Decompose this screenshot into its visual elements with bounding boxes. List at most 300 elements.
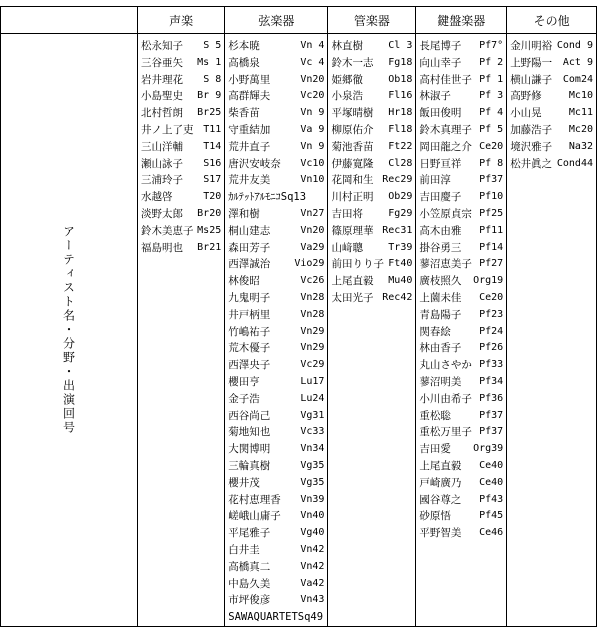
artist-entry: [328, 290, 415, 307]
performance-code: Mc20: [568, 123, 593, 135]
strings-column: [225, 34, 328, 627]
artist-name: 横山謙子: [510, 73, 553, 86]
performance-code: Rec42: [382, 291, 413, 303]
artist-entry: [416, 408, 506, 425]
artist-entry: [328, 256, 415, 273]
performance-code: Pf33: [479, 359, 504, 371]
artist-entry: [225, 273, 327, 290]
performance-code: Vc20: [300, 90, 325, 102]
artist-name: 櫻田亨: [228, 375, 260, 388]
performance-code: Vn43: [300, 594, 325, 606]
performance-code: Lu24: [300, 392, 325, 404]
artist-entry: [138, 206, 224, 223]
artist-entry: [328, 105, 415, 122]
header-row: [1, 7, 597, 34]
artist-entry: [138, 156, 224, 173]
artist-entry: [225, 542, 327, 559]
performance-code: Vn20: [300, 73, 325, 85]
artist-name: 柳原佑介: [331, 123, 374, 136]
artist-name: 鈴木真理子: [419, 123, 472, 136]
artist-name: 守重結加: [228, 123, 271, 136]
artist-entry: [416, 324, 506, 341]
performance-code: Ft40: [388, 258, 413, 270]
artist-entry: [225, 508, 327, 525]
artist-entry: [416, 172, 506, 189]
artist-name: 日野亘祥: [419, 157, 462, 170]
performance-code: Br 9: [197, 90, 222, 102]
artist-name: 杉本暁: [228, 40, 260, 52]
artist-entry: [416, 55, 506, 72]
artist-entry: [138, 223, 224, 240]
artist-name: 加藤浩子: [510, 123, 553, 136]
artist-name: 高橋真二: [228, 560, 271, 573]
artist-name: 川村正明: [331, 191, 374, 204]
performance-code: Tr39: [388, 241, 413, 253]
artist-name: 岩井理花: [141, 73, 183, 86]
artist-entry: [225, 256, 327, 273]
performance-code: Pf7°: [479, 40, 504, 51]
artist-name: 蓼沼明美: [419, 375, 462, 388]
performance-code: Vn 9: [300, 107, 325, 119]
artist-name: 篠原理華: [331, 224, 374, 237]
artist-name: 前田淳: [419, 174, 451, 187]
artist-name: 丸山さやか: [419, 359, 472, 372]
body-row: [1, 34, 597, 627]
artist-entry: [225, 441, 327, 458]
artist-entry: [225, 576, 327, 593]
artist-name: 飯田俊明: [419, 107, 462, 120]
performance-code: Pf37: [479, 174, 504, 186]
artist-entry: [328, 156, 415, 173]
artist-name: 小野萬里: [228, 73, 271, 86]
performance-code: Pf25: [479, 207, 504, 219]
artist-name: 上薗未佳: [419, 291, 462, 304]
artist-entry: [416, 340, 506, 357]
performance-code: Ob29: [388, 191, 413, 203]
artist-name: 林由香子: [419, 342, 462, 355]
performance-code: Pf14: [479, 241, 504, 253]
artist-entry: [507, 156, 596, 173]
side-label-cell: [1, 34, 138, 627]
artist-name: 瀬山詠子: [141, 157, 183, 170]
performance-code: Vn10: [300, 174, 325, 186]
artist-name: 金子浩: [228, 392, 260, 405]
performance-code: Va29: [300, 241, 325, 253]
artist-entry: [507, 88, 596, 105]
artist-entry: [138, 240, 224, 257]
artist-entry: [328, 273, 415, 290]
performance-code: Vn27: [300, 207, 325, 219]
artist-entry: [416, 156, 506, 173]
artist-name: 高群輝夫: [228, 90, 271, 103]
artist-name: 小川由希子: [419, 392, 472, 405]
artist-name: 國谷尊之: [419, 493, 462, 506]
side-label: アーティスト名・分野・出演回号: [61, 224, 76, 435]
performance-code: Mu40: [388, 275, 413, 287]
artist-entry: [225, 55, 327, 72]
artist-entry: [416, 206, 506, 223]
artist-entry: [416, 290, 506, 307]
artist-name: 市坪俊彦: [228, 594, 271, 607]
artist-entry: [138, 55, 224, 72]
artist-entry: [416, 391, 506, 408]
artist-entry: [225, 408, 327, 425]
performance-code: Fl18: [388, 123, 413, 135]
artist-name: 井戸柄里: [228, 308, 271, 321]
performance-code: Vn42: [300, 560, 325, 572]
performance-code: Vc29: [300, 359, 325, 371]
performance-code: Vn20: [300, 224, 325, 236]
artist-name: 水越啓: [141, 191, 173, 204]
artist-name: SAWAQUARTETSq49: [228, 611, 324, 624]
artist-name: 森田芳子: [228, 241, 271, 254]
performance-code: Vn 9: [300, 140, 325, 152]
artist-name: 三輪真樹: [228, 459, 271, 472]
performance-code: S 5: [203, 40, 222, 51]
performance-code: Cond 9: [556, 40, 593, 51]
artist-entry: [328, 72, 415, 89]
performance-code: Fg29: [388, 207, 413, 219]
artist-entry: [328, 139, 415, 156]
artist-name: 西澤誠治: [228, 258, 271, 271]
artist-entry: [416, 273, 506, 290]
artist-name: 澤和樹: [228, 207, 260, 220]
performance-code: Pf36: [479, 392, 504, 404]
artist-name: 林淑子: [419, 90, 451, 103]
artist-name: 三浦玲子: [141, 174, 183, 187]
performance-code: Vc10: [300, 157, 325, 169]
artist-entry: [225, 105, 327, 122]
artist-name: 砂原悟: [419, 510, 451, 523]
artist-entry: [138, 122, 224, 139]
artist-name: 林直樹: [331, 40, 363, 52]
artist-name: 平尾雅子: [228, 527, 271, 540]
artist-name: 荒井友美: [228, 174, 271, 187]
keyboard-column: [416, 34, 507, 627]
artist-name: 林俊昭: [228, 275, 260, 288]
performance-code: Pf 2: [479, 56, 504, 68]
performance-code: Pf37: [479, 409, 504, 421]
artist-name: 菊地知也: [228, 426, 271, 439]
artist-name: 前田りり子: [331, 258, 384, 271]
artist-entry: [225, 156, 327, 173]
artist-name: 伊藤寛隆: [331, 157, 374, 170]
artist-entry: [507, 55, 596, 72]
other-column: [507, 34, 597, 627]
artist-entry: [225, 559, 327, 576]
performance-code: Pf10: [479, 191, 504, 203]
performance-code: Fl16: [388, 90, 413, 102]
artist-entry: [328, 55, 415, 72]
performance-code: Cond44: [556, 157, 593, 169]
artist-name: 嵯峨山庸子: [228, 510, 281, 523]
artist-entry: [416, 307, 506, 324]
header-winds: 管楽器: [328, 7, 416, 34]
performance-code: Pf27: [479, 258, 504, 270]
performance-code: Na32: [568, 140, 593, 152]
artist-entry: [416, 458, 506, 475]
performance-code: Vn28: [300, 291, 325, 303]
artist-name: 小笠原貞宗: [419, 207, 472, 220]
performance-code: Pf 1: [479, 73, 504, 85]
artist-entry: [225, 324, 327, 341]
performance-code: Fg18: [388, 56, 413, 68]
artist-name: 上尾直毅: [331, 275, 374, 288]
artist-name: 小泉浩: [331, 90, 363, 103]
performance-code: Pf 5: [479, 123, 504, 135]
vocal-column: [138, 34, 225, 627]
artist-name: 荒木優子: [228, 342, 271, 355]
performance-code: Pf24: [479, 325, 504, 337]
artist-name: 花岡和生: [331, 174, 374, 187]
artist-name: 桐山建志: [228, 224, 271, 237]
artist-entry: [138, 38, 224, 55]
artist-name: 廣枝照久: [419, 275, 462, 288]
performance-code: Rec29: [382, 174, 413, 186]
performance-code: Vg31: [300, 409, 325, 421]
artist-name: 北村哲朗: [141, 107, 183, 120]
header-blank: [1, 7, 138, 34]
artist-name: 向山幸子: [419, 56, 462, 69]
artist-name: 高村佳世子: [419, 73, 472, 86]
performance-code: Ob18: [388, 73, 413, 85]
artist-name: 岡田龍之介: [419, 140, 472, 153]
performance-code: Vn34: [300, 443, 325, 455]
artist-entry: [328, 223, 415, 240]
performance-code: T11: [203, 123, 222, 135]
performance-code: Br25: [197, 107, 222, 119]
artist-entry: [225, 357, 327, 374]
artist-entry: [225, 525, 327, 542]
artist-entry: [416, 256, 506, 273]
artist-name: 淡野太郎: [141, 207, 183, 220]
performance-code: Vn40: [300, 510, 325, 522]
artist-name: 松永知子: [141, 40, 183, 52]
artist-name: 花村恵理香: [228, 493, 281, 506]
artist-entry: [225, 391, 327, 408]
artist-entry: [138, 172, 224, 189]
artist-entry: [416, 525, 506, 542]
artist-entry: [507, 72, 596, 89]
artist-entry: [225, 492, 327, 509]
artist-entry: [138, 105, 224, 122]
artist-entry: [507, 122, 596, 139]
performance-code: Cl28: [388, 157, 413, 169]
artist-name: 福島明也: [141, 241, 183, 254]
artist-name: 重松聡: [419, 409, 451, 422]
artist-entry: [225, 424, 327, 441]
artist-entry: [416, 424, 506, 441]
artist-name: 白井圭: [228, 543, 260, 556]
artist-name: 戸崎廣乃: [419, 476, 462, 489]
artist-entry: [416, 441, 506, 458]
artist-name: 長尾博子: [419, 40, 462, 52]
artist-entry: [138, 88, 224, 105]
artist-entry: [225, 189, 327, 206]
artist-name: 西谷尚己: [228, 409, 271, 422]
artist-name: 三山洋輔: [141, 140, 183, 153]
winds-column: [328, 34, 416, 627]
performance-code: Pf26: [479, 342, 504, 354]
performance-code: Br21: [197, 241, 222, 253]
performance-code: Org39: [473, 443, 504, 455]
artist-entry: [416, 508, 506, 525]
header-other: その他: [507, 7, 597, 34]
artist-entry: [225, 223, 327, 240]
artist-entry: [225, 374, 327, 391]
artist-entry: [225, 206, 327, 223]
artist-name: 三谷亜矢: [141, 56, 183, 69]
performance-code: Act 9: [562, 56, 593, 68]
performance-code: Pf34: [479, 375, 504, 387]
performance-code: Com24: [562, 73, 593, 85]
artist-entry: [328, 88, 415, 105]
performance-code: Ms 1: [197, 56, 222, 68]
performance-code: Ce40: [479, 459, 504, 471]
artist-name: 菊池香苗: [331, 140, 374, 153]
artist-entry: [138, 139, 224, 156]
artist-entry: [328, 38, 415, 55]
artist-name: 小山晃: [510, 107, 542, 120]
artist-name: 竹嶋祐子: [228, 325, 271, 338]
artist-entry: [225, 172, 327, 189]
artist-entry: [225, 458, 327, 475]
artist-name: 上尾直毅: [419, 459, 462, 472]
artist-entry: [225, 240, 327, 257]
performance-code: Pf 3: [479, 90, 504, 102]
artist-name: 吉田慶子: [419, 191, 462, 204]
performance-code: Va 9: [300, 123, 325, 135]
artist-entry: [416, 357, 506, 374]
artist-name: 高橋泉: [228, 56, 260, 69]
performance-code: S17: [203, 174, 222, 186]
artist-name: 鈴木美恵子: [141, 224, 194, 237]
artist-entry: [416, 223, 506, 240]
performance-code: T14: [203, 140, 222, 152]
artist-name: 平野智美: [419, 527, 462, 540]
artist-entry: [416, 122, 506, 139]
artist-name: 高木由雅: [419, 224, 462, 237]
performance-code: Mc11: [568, 107, 593, 119]
performance-code: Pf 4: [479, 107, 504, 119]
artist-name: 高野修: [510, 90, 542, 103]
artist-entry: [138, 72, 224, 89]
artist-entry: [416, 105, 506, 122]
performance-code: Lu17: [300, 375, 325, 387]
artist-name: 井ノ上了吏: [141, 123, 194, 136]
performance-code: S16: [203, 157, 222, 169]
performance-code: Vn42: [300, 543, 325, 555]
performance-code: Ce20: [479, 140, 504, 152]
artist-name: 重松万里子: [419, 426, 472, 439]
performance-code: Ce46: [479, 527, 504, 539]
header-keyboard: 鍵盤楽器: [416, 7, 507, 34]
artist-name: 関春絵: [419, 325, 451, 338]
performance-code: Pf 8: [479, 157, 504, 169]
artist-name: 小島聖史: [141, 90, 183, 103]
artist-name: 金川明裕: [510, 40, 553, 52]
artist-name: 西澤央子: [228, 359, 271, 372]
artist-name: 吉田愛: [419, 443, 451, 456]
artist-entry: [328, 172, 415, 189]
artist-entry: [138, 189, 224, 206]
artist-entry: [328, 189, 415, 206]
performance-code: Vc 4: [300, 56, 325, 68]
performance-code: Hr18: [388, 107, 413, 119]
artist-name: ｶﾙﾃｯﾄｱﾙﾓﾆｺSq13: [228, 191, 307, 204]
performance-code: Vn29: [300, 342, 325, 354]
artist-name: 松井眞之: [510, 157, 553, 170]
artist-name: 姫郷徹: [331, 73, 363, 86]
header-strings: 弦楽器: [225, 7, 328, 34]
artist-name: 中島久美: [228, 577, 271, 590]
artist-entry: [225, 139, 327, 156]
artist-entry: [416, 492, 506, 509]
performance-code: Vc33: [300, 426, 325, 438]
artist-name: 櫻井茂: [228, 476, 260, 489]
performance-code: Cl 3: [388, 40, 413, 51]
performance-code: Vg35: [300, 476, 325, 488]
artist-name: 柴香苗: [228, 107, 260, 120]
artist-entry: [416, 374, 506, 391]
artist-entry: [225, 72, 327, 89]
artist-entry: [328, 122, 415, 139]
artist-entry: [225, 340, 327, 357]
artist-table: [0, 6, 597, 627]
performance-code: Vn29: [300, 325, 325, 337]
artist-name: 太田光子: [331, 291, 374, 304]
artist-entry: [416, 475, 506, 492]
artist-entry: [416, 240, 506, 257]
artist-entry: [416, 189, 506, 206]
performance-code: Ce40: [479, 476, 504, 488]
artist-name: 蓼沼恵美子: [419, 258, 472, 271]
performance-code: Br20: [197, 207, 222, 219]
performance-code: Org19: [473, 275, 504, 287]
performance-code: Ms25: [197, 224, 222, 236]
artist-name: 青島陽子: [419, 308, 462, 321]
artist-entry: [416, 38, 506, 55]
artist-entry: [507, 139, 596, 156]
performance-code: Vg40: [300, 527, 325, 539]
artist-name: 掛谷勇三: [419, 241, 462, 254]
artist-name: 唐沢安岐奈: [228, 157, 281, 170]
performance-code: Rec31: [382, 224, 413, 236]
performance-code: Pf23: [479, 308, 504, 320]
artist-entry: [225, 88, 327, 105]
artist-entry: [225, 38, 327, 55]
performance-code: Mc10: [568, 90, 593, 102]
performance-code: Pf45: [479, 510, 504, 522]
performance-code: Vc26: [300, 275, 325, 287]
performance-code: Va42: [300, 577, 325, 589]
artist-name: 平塚晴樹: [331, 107, 374, 120]
artist-entry: [416, 139, 506, 156]
artist-name: 荒井直子: [228, 140, 271, 153]
performance-code: Pf37: [479, 426, 504, 438]
performance-code: Vn 4: [300, 40, 325, 51]
artist-name: 鈴木一志: [331, 56, 374, 69]
performance-code: Ft22: [388, 140, 413, 152]
artist-entry: [507, 38, 596, 55]
artist-entry: [225, 290, 327, 307]
artist-entry: [507, 105, 596, 122]
performance-code: Vg35: [300, 459, 325, 471]
header-vocal: 声楽: [138, 7, 225, 34]
performance-code: Ce20: [479, 291, 504, 303]
artist-entry: [225, 475, 327, 492]
artist-entry: [225, 609, 327, 626]
